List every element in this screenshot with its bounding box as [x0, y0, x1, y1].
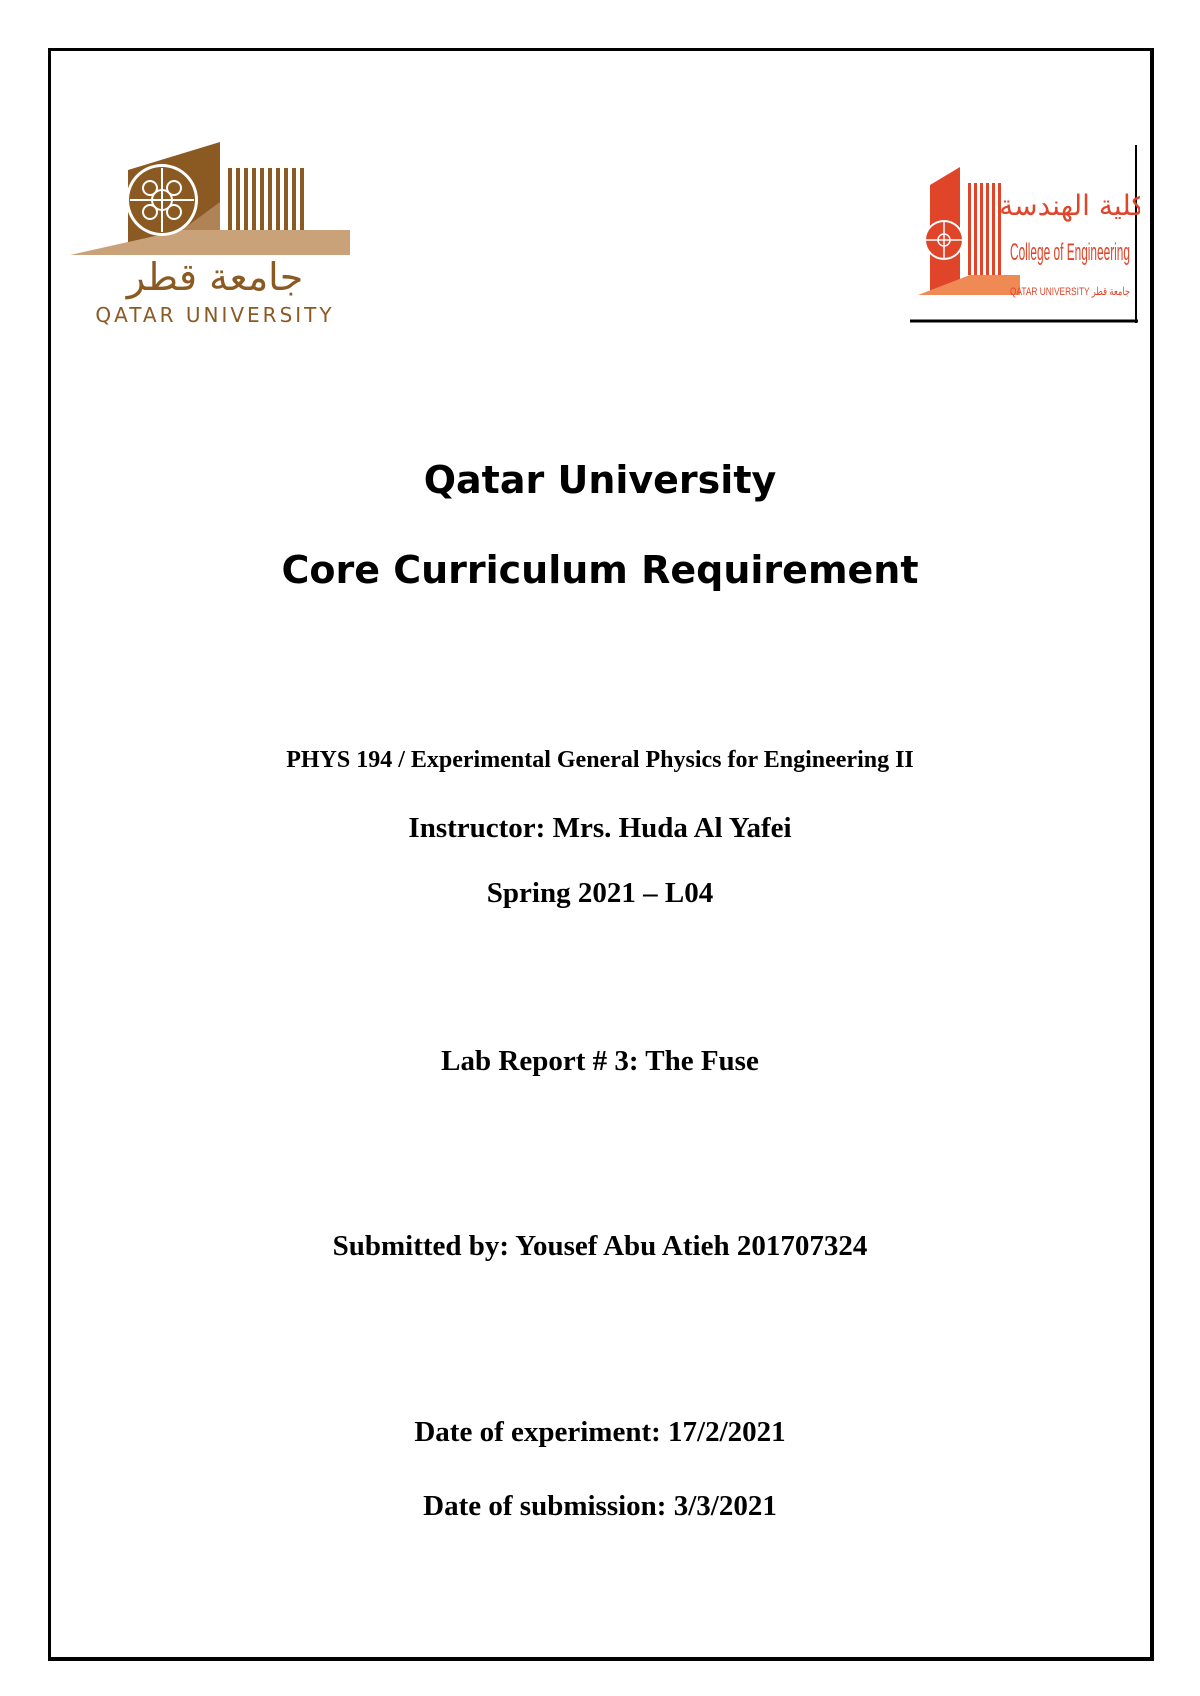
term-line: Spring 2021 – L04: [486, 877, 714, 909]
svg-text:College of Engineering: College of Engineering: [1010, 239, 1130, 266]
university-title: Qatar University: [423, 458, 777, 502]
svg-text:QATAR UNIVERSITY جامعة قطر: QATAR UNIVERSITY جامعة قطر: [1010, 286, 1140, 298]
submitted-by: Submitted by: Yousef Abu Atieh 201707324: [332, 1230, 868, 1262]
svg-text:كلية الهندسة: كلية الهندسة: [999, 189, 1140, 222]
college-of-engineering-logo: [910, 145, 1140, 325]
instructor-line: Instructor: Mrs. Huda Al Yafei: [408, 812, 792, 844]
lab-report-title: Lab Report # 3: The Fuse: [441, 1045, 759, 1077]
date-of-experiment: Date of experiment: 17/2/2021: [414, 1416, 786, 1448]
svg-text:جامعة قطر: جامعة قطر: [126, 255, 304, 299]
course-title: PHYS 194 / Experimental General Physics for Engineering II: [286, 747, 914, 773]
qatar-university-logo: [70, 140, 360, 330]
date-of-submission: Date of submission: 3/3/2021: [423, 1490, 777, 1522]
svg-text:QATAR UNIVERSITY: QATAR UNIVERSITY: [95, 303, 335, 327]
core-curriculum-title: Core Curriculum Requirement: [281, 548, 919, 592]
